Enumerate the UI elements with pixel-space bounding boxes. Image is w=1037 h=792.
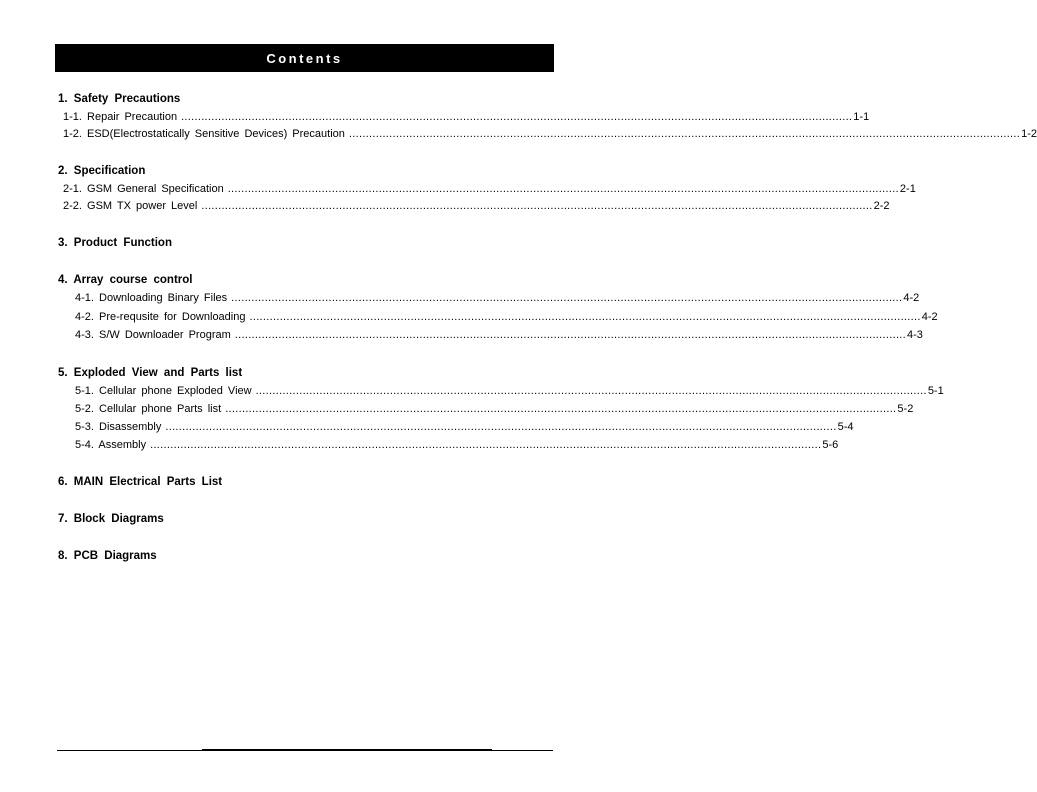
toc-entry-assembly[interactable] <box>75 439 839 451</box>
toc-entry-sw-downloader[interactable] <box>75 329 923 341</box>
entry-label: 5-3. Disassembly <box>75 421 162 433</box>
entry-page: 4-2 <box>903 292 920 304</box>
section-title-block-diagrams: 7. Block Diagrams <box>58 513 164 525</box>
entry-label: 5-1. Cellular phone Exploded View <box>75 385 252 397</box>
section-title-specification: 2. Specification <box>58 165 146 177</box>
toc-entry-exploded-view[interactable] <box>75 385 944 397</box>
toc-entry-esd-precaution[interactable] <box>63 128 1037 140</box>
entry-page: 2-1 <box>899 183 916 195</box>
dot-leader: ........................................................................................................................................................................................................ <box>249 311 921 323</box>
section-title-array-course-control: 4. Array course control <box>58 274 193 286</box>
dot-leader: ........................................................................................................................................................................................................ <box>150 439 822 451</box>
contents-title: Contents <box>266 50 343 66</box>
dot-leader: ........................................................................................................................................................................................................ <box>165 421 837 433</box>
dot-leader: ........................................................................................................................................................................................................ <box>225 403 897 415</box>
section-title-product-function: 3. Product Function <box>58 237 172 249</box>
dot-leader: ........................................................................................................................................................................................................ <box>227 183 899 195</box>
entry-page: 4-2 <box>921 311 938 323</box>
entry-label: 5-4. Assembly <box>75 439 147 451</box>
section-title-safety-precautions: 1. Safety Precautions <box>58 93 181 105</box>
toc-entry-pre-requisite[interactable] <box>75 311 938 323</box>
footer-rule-accent <box>202 749 492 751</box>
dot-leader: ........................................................................................................................................................................................................ <box>201 200 873 212</box>
entry-label: 4-1. Downloading Binary Files <box>75 292 228 304</box>
entry-page: 2-2 <box>873 200 890 212</box>
entry-label: 4-2. Pre-requsite for Downloading <box>75 311 246 323</box>
dot-leader: ........................................................................................................................................................................................................ <box>234 329 907 341</box>
dot-leader: ........................................................................................................................................................................................................ <box>231 292 903 304</box>
footer-rule <box>57 750 553 751</box>
entry-page: 1-1 <box>853 111 870 123</box>
dot-leader: ........................................................................................................................................................................................................ <box>348 128 1021 140</box>
entry-label: 5-2. Cellular phone Parts list <box>75 403 222 415</box>
entry-page: 4-3 <box>907 329 923 341</box>
entry-label: 2-2. GSM TX power Level <box>63 200 198 212</box>
entry-page: 5-1 <box>927 385 944 397</box>
entry-page: 1-2 <box>1021 128 1037 140</box>
entry-page: 5-4 <box>837 421 854 433</box>
toc-entry-gsm-general-spec[interactable] <box>63 183 916 195</box>
contents-header <box>55 44 554 72</box>
entry-label: 1-1. Repair Precaution <box>63 111 178 123</box>
entry-label: 4-3. S/W Downloader Program <box>75 329 231 341</box>
entry-label: 1-2. ESD(Electrostatically Sensitive Devices) Precaution <box>63 128 345 140</box>
section-title-pcb-diagrams: 8. PCB Diagrams <box>58 550 157 562</box>
entry-page: 5-2 <box>897 403 914 415</box>
entry-page: 5-6 <box>822 439 839 451</box>
dot-leader: ........................................................................................................................................................................................................ <box>255 385 927 397</box>
toc-entry-repair-precaution[interactable] <box>63 111 870 123</box>
entry-label: 2-1. GSM General Specification <box>63 183 224 195</box>
section-title-exploded-view: 5. Exploded View and Parts list <box>58 367 243 379</box>
toc-entry-gsm-tx-power[interactable] <box>63 200 890 212</box>
dot-leader: ........................................................................................................................................................................................................ <box>181 111 853 123</box>
toc-entry-parts-list[interactable] <box>75 403 914 415</box>
section-title-main-electrical-parts: 6. MAIN Electrical Parts List <box>58 476 223 488</box>
toc-entry-downloading-binary[interactable] <box>75 292 920 304</box>
toc-entry-disassembly[interactable] <box>75 421 854 433</box>
